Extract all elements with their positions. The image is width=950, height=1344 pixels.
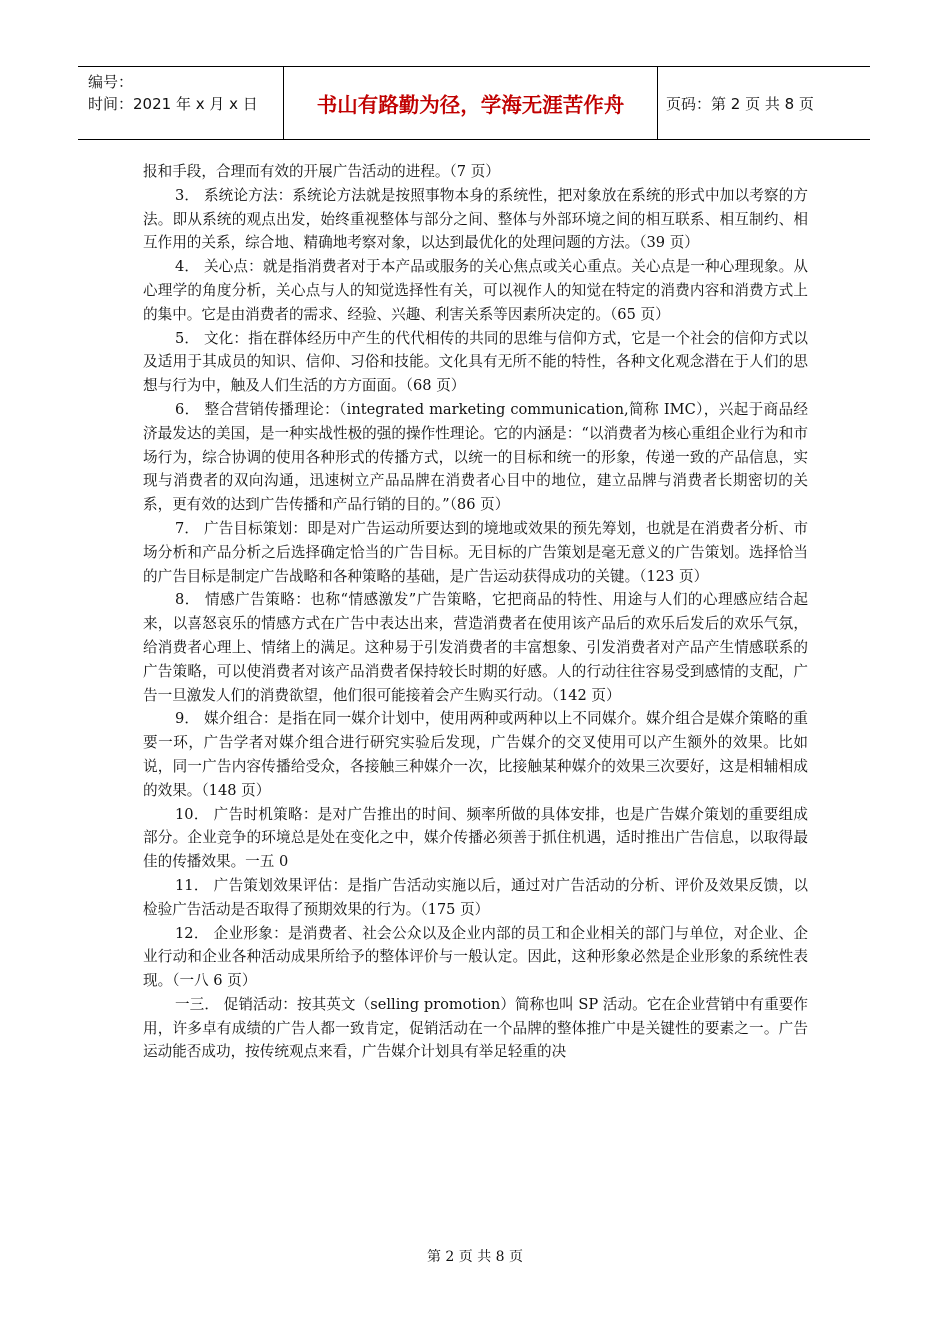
number-label: 编号：	[88, 73, 134, 91]
paragraph-12: 12． 企业形象：是消费者、社会公众以及企业内部的员工和企业相关的部门与单位，对企业、企业行动和企业各种活动成果所给予的整体评价与一般认定。因此，这种形象必然是企业形象的系统性表现。（一八 6 页）	[143, 924, 808, 990]
paragraph-8: 8． 情感广告策略：也称“情感激发”广告策略，它把商品的特性、用途与人们的心理感应结合起来，以喜怒哀乐的情感方式在广告中表达出来，营造消费者在使用该产品后的欢乐后发后的欢乐气氛，给消费者心理上、情绪上的满足。这种易于引发消费者的丰富想象、引发消费者对产品产生情感联系的广告策略，可以使消费者对该产品消费者保持较长时期的好感。人的行动往往容易受到感情的支配，广告一旦激发人们的消费欲望，他们很可能接着会产生购买行动。（142 页）	[143, 591, 808, 704]
paragraph-5: 5． 文化：指在群体经历中产生的代代相传的共同的思维与信仰方式，它是一个社会的信仰方式以及适用于其成员的知识、信仰、习俗和技能。文化具有无所不能的特性，各种文化观念潜在于人们的思想与行为中，触及人们生活的方方面面。（68 页）	[143, 329, 808, 395]
paragraph-3: 3． 系统论方法：系统论方法就是按照事物本身的系统性，把对象放在系统的形式中加以考察的方法。即从系统的观点出发，始终重视整体与部分之间、整体与外部环境之间的相互联系、相互制约、相互作用的关系，综合地、精确地考察对象，以达到最优化的处理问题的方法。（39 页）	[143, 186, 808, 252]
time-label: 时间：2021 年 x 月 x 日	[88, 95, 258, 113]
paragraph-13: 一三． 促销活动：按其英文（selling promotion）简称也叫 SP 活动。它在企业营销中有重要作用，许多卓有成绩的广告人都一致肯定，促销活动在一个品牌的整体推广中是关键性的要素之一。广告运动能否成功，按传统观点来看，广告媒介计划具有举足轻重的决	[143, 995, 808, 1061]
paragraph-9: 9． 媒介组合：是指在同一媒介计划中，使用两种或两种以上不同媒介。媒介组合是媒介策略的重要一环，广告学者对媒介组合进行研究实验后发现，广告媒介的交叉使用可以产生额外的效果。比如说，同一广告内容传播给受众，各接触三种媒介一次，比接触某种媒介的效果三次要好，这是相辅相成的效果。（148 页）	[143, 710, 808, 799]
page-footer: 第 2 页 共 8 页	[426, 1249, 524, 1265]
paragraph-4: 4． 关心点：就是指消费者对于本产品或服务的关心焦点或关心重点。关心点是一种心理现象。从心理学的角度分析，关心点与人的知觉选择性有关，可以视作人的知觉在特定的消费内容和消费方式上的集中。它是由消费者的需求、经验、兴趣、利害关系等因素所决定的。（65 页）	[143, 258, 808, 323]
paragraph-7: 7． 广告目标策划：即是对广告运动所要达到的境地或效果的预先筹划，也就是在消费者分析、市场分析和产品分析之后选择确定恰当的广告目标。无目标的广告策划是毫无意义的广告策划。选择恰当的广告目标是制定广告战略和各种策略的基础，是广告运动获得成功的关键。（123 页）	[143, 519, 808, 585]
paragraph-10: 10． 广告时机策略：是对广告推出的时间、频率所做的具体安排，也是广告媒介策划的重要组成部分。企业竞争的环境总是处在变化之中，媒介传播必须善于抓住机遇，适时推出广告信息，以取得最佳的传播效果。一五 0	[143, 805, 808, 871]
paragraph-6: 6． 整合营销传播理论：（integrated marketing communication,简称 IMC），兴起于商品经济最发达的美国，是一种实战性极的强的操作性理论。它的内涵是：“以消费者为核心重组企业行为和市场行为，综合协调的使用各种形式的传播方式，以统一的目标和统一的形象，传递一致的产品信息，实现与消费者的双向沟通，迅速树立产品品牌在消费者心目中的地位，建立品牌与消费者长期密切的关系，更有效的达到广告传播和产品行销的目的。”（86 页）	[143, 400, 808, 514]
paragraph-continuation: 报和手段，合理而有效的开展广告活动的进程。（7 页）	[143, 163, 500, 180]
header-motto: 书山有路勤为径，学海无涯苦作舟	[284, 67, 658, 139]
document-body	[143, 160, 808, 1064]
header-page-label: 页码：第 2 页 共 8 页	[666, 94, 814, 113]
paragraph-11: 11． 广告策划效果评估：是指广告活动实施以后，通过对广告活动的分析、评价及效果反馈，以检验广告活动是否取得了预期效果的行为。（175 页）	[143, 876, 808, 918]
page-header	[78, 66, 870, 140]
header-meta	[78, 67, 284, 139]
